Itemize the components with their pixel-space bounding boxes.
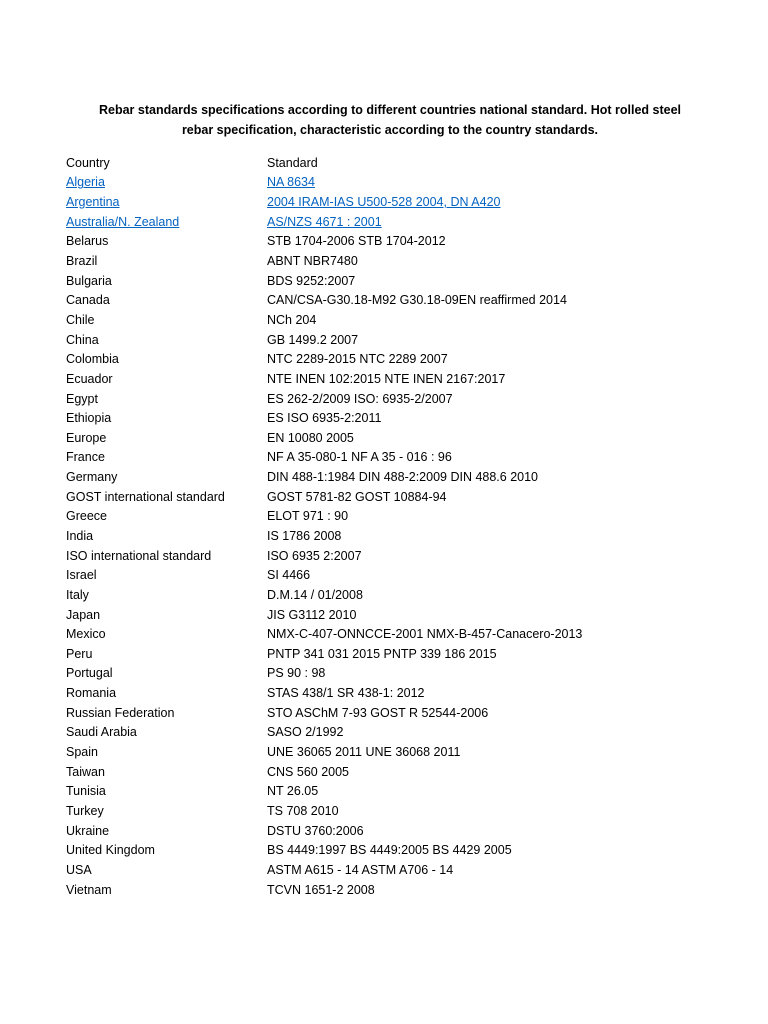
standards-table [66, 153, 746, 899]
country-cell: Bulgaria [66, 273, 112, 288]
country-cell: Ecuador [66, 371, 113, 386]
table-row [66, 487, 746, 507]
header-standard: Standard [267, 155, 318, 170]
country-cell: Ethiopia [66, 411, 112, 426]
table-row [66, 369, 746, 389]
table-row [66, 251, 746, 271]
standard-cell: GB 1499.2 2007 [267, 332, 359, 347]
country-cell: Colombia [66, 352, 119, 367]
standard-cell: CNS 560 2005 [267, 764, 350, 779]
table-row [66, 232, 746, 252]
country-cell: Tunisia [66, 784, 106, 799]
standard-cell: JIS G3112 2010 [267, 607, 357, 622]
standard-cell: TCVN 1651-2 2008 [267, 882, 375, 897]
header-country: Country [66, 155, 110, 170]
table-row [66, 742, 746, 762]
table-row [66, 762, 746, 782]
standard-cell: NCh 204 [267, 312, 317, 327]
standard-cell: ES ISO 6935-2:2011 [267, 411, 382, 426]
table-row [66, 801, 746, 821]
country-cell: Germany [66, 470, 118, 485]
table-row [66, 330, 746, 350]
standard-cell: STO ASChM 7-93 GOST R 52544-2006 [267, 705, 489, 720]
table-row [66, 408, 746, 428]
title-line-2: rebar specification, characteristic according to the country standards. [181, 122, 599, 137]
country-cell: Peru [66, 646, 93, 661]
country-cell: GOST international standard [66, 489, 225, 504]
table-row [66, 782, 746, 802]
table-row [66, 683, 746, 703]
table-row [66, 349, 746, 369]
standard-cell: STB 1704-2006 STB 1704-2012 [267, 234, 446, 249]
country-cell: Spain [66, 745, 98, 760]
country-cell: Belarus [66, 234, 109, 249]
standard-cell: NTE INEN 102:2015 NTE INEN 2167:2017 [267, 371, 506, 386]
table-row [66, 212, 746, 232]
table-row [66, 880, 746, 900]
country-cell: France [66, 450, 105, 465]
country-link[interactable]: Australia/N. Zealand [66, 214, 180, 229]
table-row [66, 310, 746, 330]
country-cell: Portugal [66, 666, 113, 681]
country-cell: India [66, 528, 94, 543]
country-cell: United Kingdom [66, 843, 155, 858]
table-row [66, 448, 746, 468]
standard-cell: NTC 2289-2015 NTC 2289 2007 [267, 352, 448, 367]
standard-cell: SI 4466 [267, 568, 311, 583]
standard-cell: ES 262-2/2009 ISO: 6935-2/2007 [267, 391, 453, 406]
standard-cell: ABNT NBR7480 [267, 254, 358, 269]
standard-cell: BS 4449:1997 BS 4449:2005 BS 4429 2005 [267, 843, 512, 858]
standard-cell: NT 26.05 [267, 784, 319, 799]
standard-link[interactable]: AS/NZS 4671 : 2001 [267, 214, 382, 229]
country-cell: Greece [66, 509, 107, 524]
table-row [66, 644, 746, 664]
table-row [66, 467, 746, 487]
country-cell: Italy [66, 587, 89, 602]
standard-cell: ASTM A615 - 14 ASTM A706 - 14 [267, 862, 454, 877]
title-line-1: Rebar standards specifications according to different countries national standard. Hot rolled steel [98, 103, 682, 117]
standard-cell: CAN/CSA-G30.18-M92 G30.18-09EN reaffirmed 2014 [267, 293, 567, 308]
standard-cell: GOST 5781-82 GOST 10884-94 [267, 489, 447, 504]
table-row [66, 624, 746, 644]
table-row [66, 428, 746, 448]
table-row [66, 192, 746, 212]
table-row [66, 565, 746, 585]
country-cell: USA [66, 862, 92, 877]
table-header-row [66, 153, 746, 173]
table-row [66, 664, 746, 684]
standard-cell: BDS 9252:2007 [267, 273, 356, 288]
table-row [66, 526, 746, 546]
country-cell: Egypt [66, 391, 98, 406]
country-cell: Japan [66, 607, 101, 622]
table-row [66, 173, 746, 193]
table-row [66, 723, 746, 743]
standard-cell: DSTU 3760:2006 [267, 823, 364, 838]
standard-cell: D.M.14 / 01/2008 [267, 587, 363, 602]
country-link[interactable]: Argentina [66, 195, 120, 210]
country-cell: Mexico [66, 627, 106, 642]
standard-cell: NMX-C-407-ONNCCE-2001 NMX-B-457-Canacero-2013 [267, 627, 583, 642]
standard-cell: ELOT 971 : 90 [267, 509, 349, 524]
standard-cell: DIN 488-1:1984 DIN 488-2:2009 DIN 488.6 2010 [267, 470, 539, 485]
standard-cell: PNTP 341 031 2015 PNTP 339 186 2015 [267, 646, 497, 661]
document-title [40, 101, 740, 140]
country-cell: Turkey [66, 803, 104, 818]
country-cell: Canada [66, 293, 110, 308]
table-row [66, 605, 746, 625]
country-cell: Europe [66, 430, 107, 445]
standard-cell: STAS 438/1 SR 438-1: 2012 [267, 686, 425, 701]
standard-cell: ISO 6935 2:2007 [267, 548, 362, 563]
table-row [66, 703, 746, 723]
standard-cell: EN 10080 2005 [267, 430, 354, 445]
standard-cell: UNE 36065 2011 UNE 36068 2011 [267, 745, 461, 760]
table-row [66, 585, 746, 605]
country-cell: Russian Federation [66, 705, 175, 720]
table-row [66, 389, 746, 409]
country-cell: Taiwan [66, 764, 105, 779]
country-cell: Ukraine [66, 823, 110, 838]
standard-cell: PS 90 : 98 [267, 666, 326, 681]
country-cell: Vietnam [66, 882, 112, 897]
country-cell: China [66, 332, 99, 347]
standard-cell: IS 1786 2008 [267, 528, 342, 543]
country-link[interactable]: Algeria [66, 175, 105, 190]
table-row [66, 290, 746, 310]
table-row [66, 860, 746, 880]
country-cell: ISO international standard [66, 548, 212, 563]
table-row [66, 840, 746, 860]
country-cell: Israel [66, 568, 97, 583]
standard-cell: TS 708 2010 [267, 803, 339, 818]
table-row [66, 507, 746, 527]
country-cell: Chile [66, 312, 95, 327]
standard-link[interactable]: 2004 IRAM-IAS U500-528 2004, DN A420 [267, 195, 501, 210]
standard-link[interactable]: NA 8634 [267, 175, 315, 190]
table-row [66, 271, 746, 291]
country-cell: Saudi Arabia [66, 725, 137, 740]
table-row [66, 546, 746, 566]
country-cell: Brazil [66, 254, 98, 269]
country-cell: Romania [66, 686, 117, 701]
standard-cell: SASO 2/1992 [267, 725, 344, 740]
standard-cell: NF A 35-080-1 NF A 35 - 016 : 96 [267, 450, 452, 465]
table-row [66, 821, 746, 841]
